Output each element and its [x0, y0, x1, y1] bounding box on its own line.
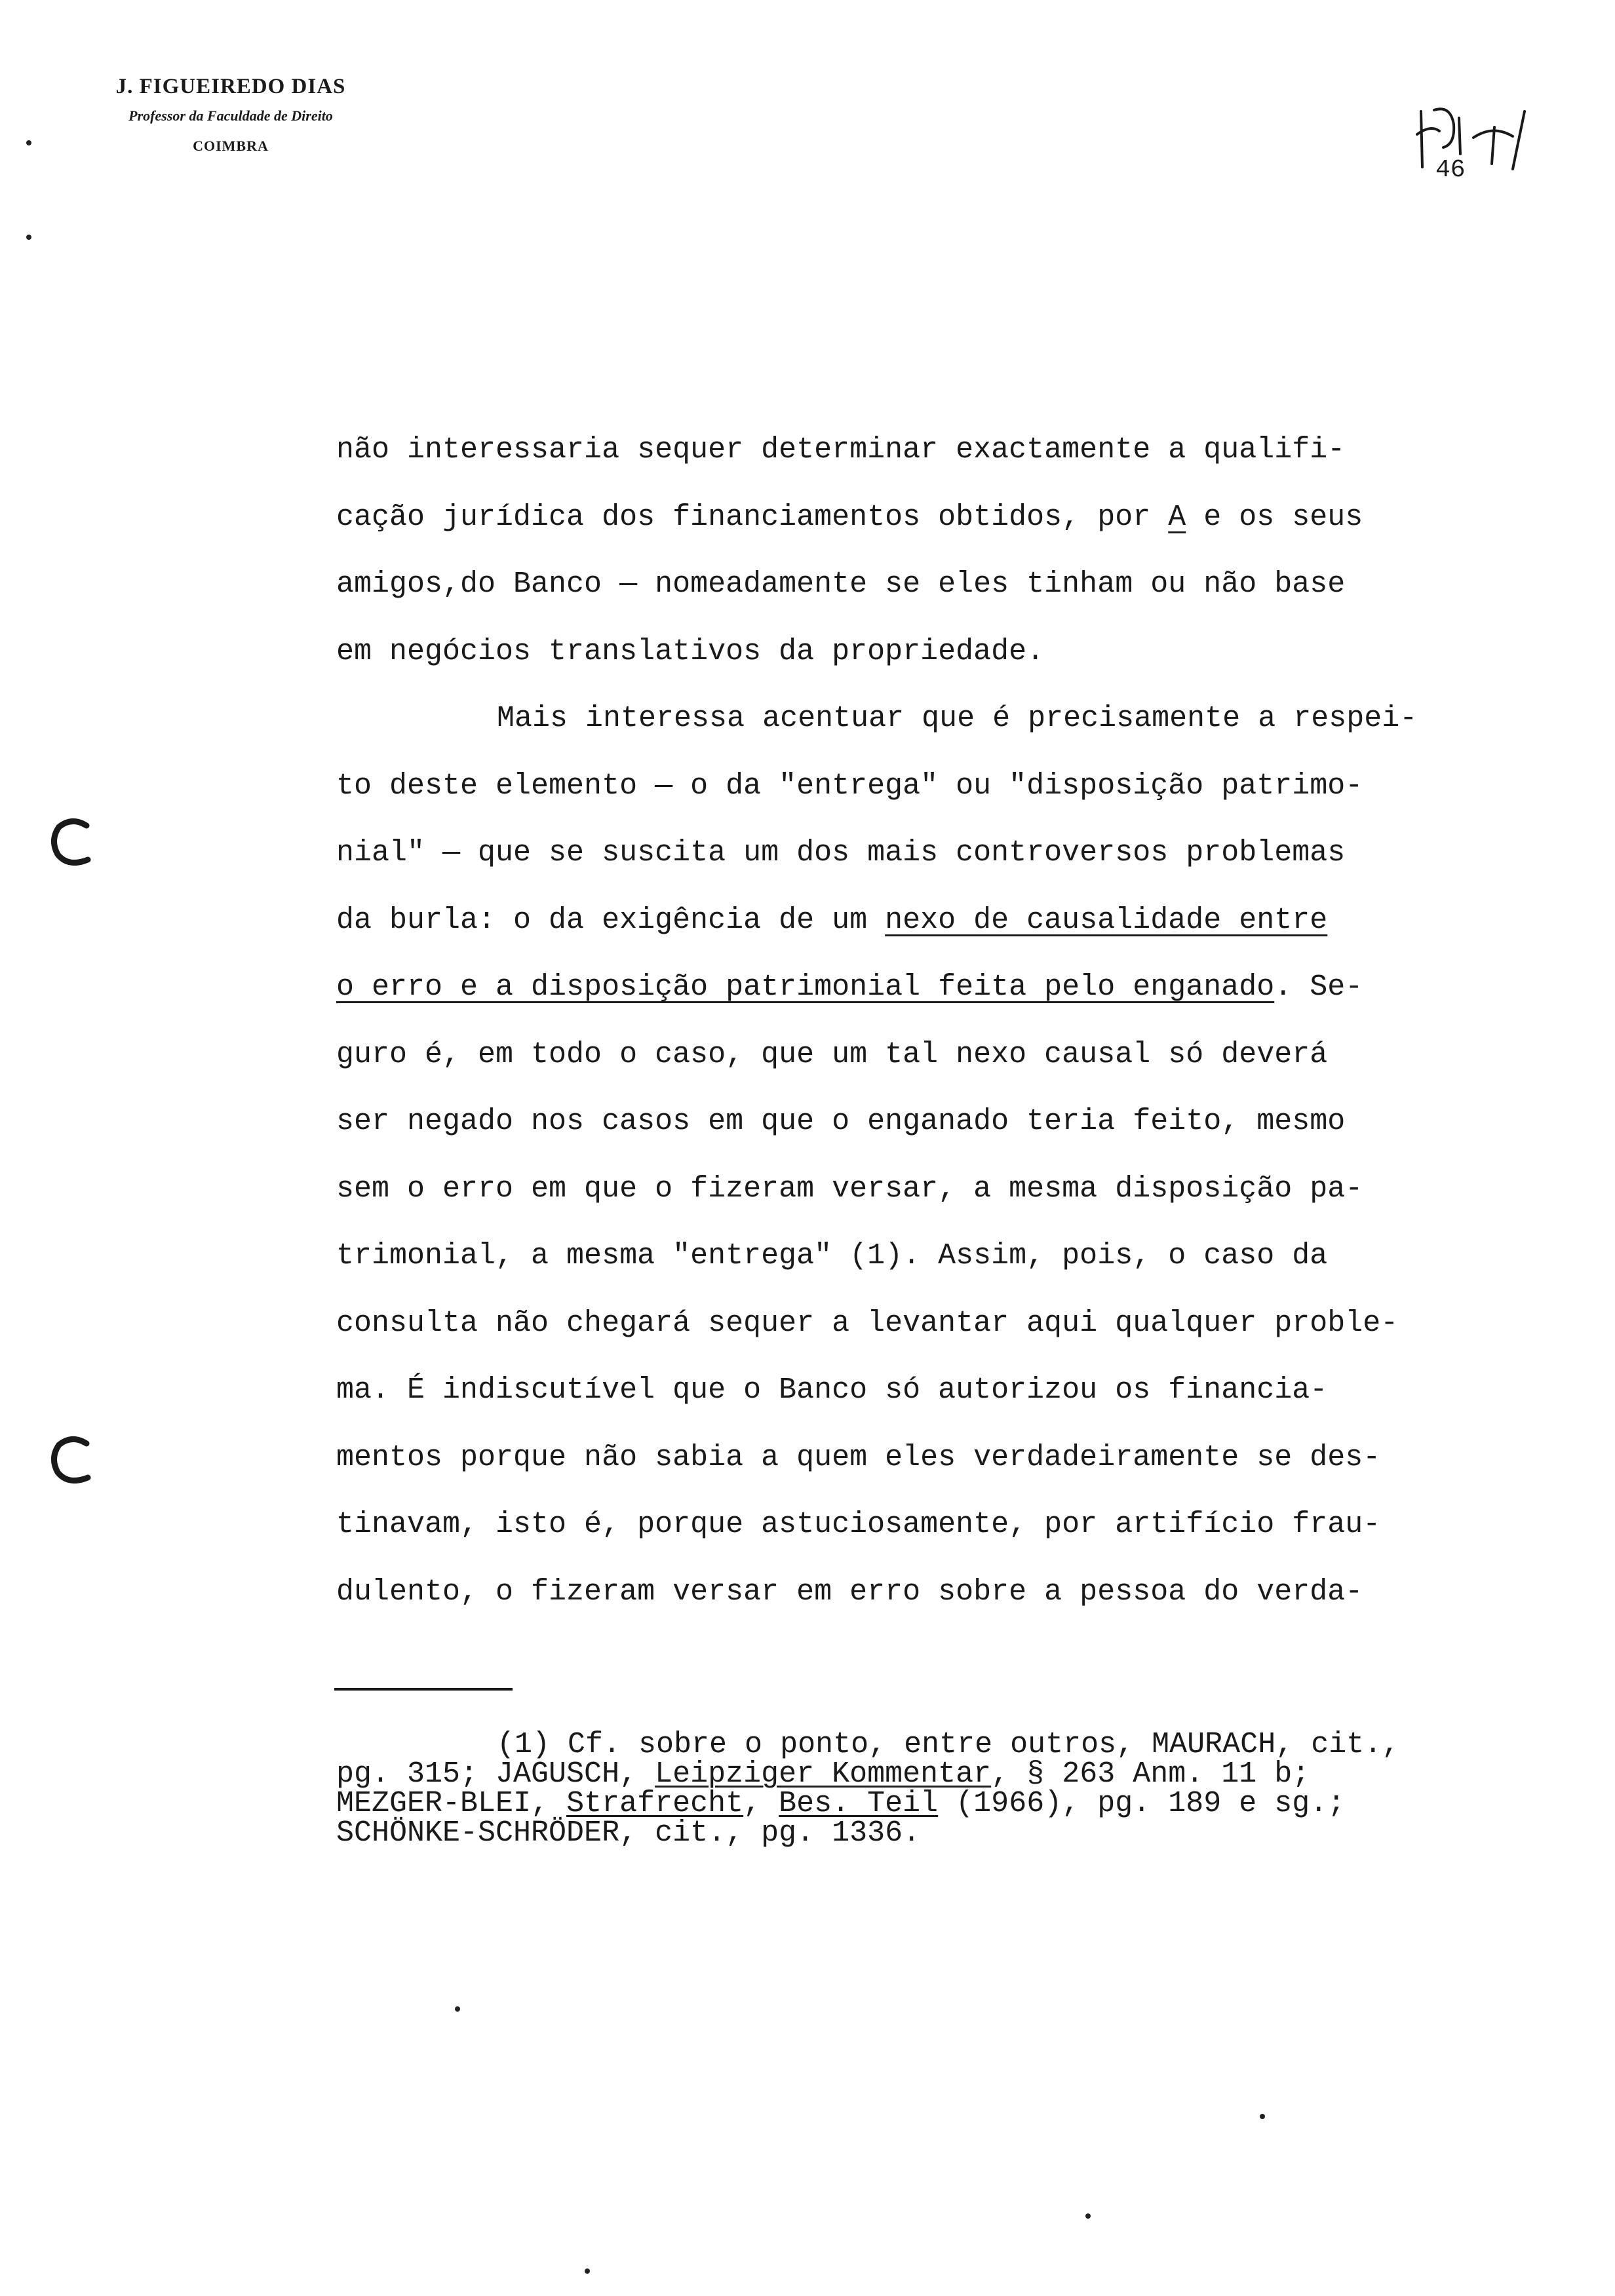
punch-hole-icon [46, 1432, 98, 1491]
scan-speck [1085, 2213, 1091, 2219]
author-city: COIMBRA [193, 138, 269, 154]
footnote-line: SCHÖNKE-SCHRÖDER, cit., pg. 1336. [336, 1816, 921, 1850]
footnote-divider [334, 1688, 513, 1691]
footnote-line: (1966), pg. 189 e sg.; [938, 1787, 1346, 1820]
scan-speck [26, 235, 31, 240]
paragraph-1 [336, 417, 1536, 685]
letterhead [60, 71, 401, 163]
footnote-line: , [743, 1787, 779, 1820]
body-text [336, 417, 1536, 1626]
scan-speck [26, 140, 31, 145]
underlined-text: A [1168, 500, 1186, 534]
footnote-line: (1) Cf. sobre o ponto, entre outros, MAURACH, cit., [497, 1728, 1400, 1761]
text-line: tinavam, isto é, porque astuciosamente, por artifício frau- [336, 1508, 1381, 1541]
text-line: Mais interessa acentuar que é precisamente a respei- [497, 702, 1418, 735]
footnote [336, 1730, 1542, 1848]
footnote-line: , § 263 Anm. 11 b; [991, 1757, 1310, 1791]
footnote-underlined: Strafrecht [566, 1787, 744, 1820]
page-number: 46 [1435, 156, 1466, 184]
footnote-line: pg. 315; JAGUSCH, [336, 1757, 655, 1791]
underlined-text: o erro e a disposição patrimonial feita pelo enganado [336, 970, 1275, 1004]
punch-hole-icon [46, 814, 98, 873]
text-line: consulta não chegará sequer a levantar aqui qualquer proble- [336, 1306, 1399, 1340]
handwritten-initials-icon [1414, 98, 1539, 170]
text-line: nial" — que se suscita um dos mais controversos problemas [336, 836, 1346, 870]
author-name: J. FIGUEIREDO DIAS [115, 75, 346, 98]
text-line: ma. É indiscutível que o Banco só autorizou os financia- [336, 1373, 1328, 1407]
underlined-text: nexo de causalidade entre [885, 903, 1328, 937]
text-line: trimonial, a mesma "entrega" (1). Assim, pois, o caso da [336, 1239, 1328, 1272]
text-line: em negócios translativos da propriedade. [336, 634, 1045, 668]
text-line: to deste elemento — o da "entrega" ou "disposição patrimo- [336, 769, 1363, 803]
text-line: dulento, o fizeram versar em erro sobre a pessoa do verda- [336, 1575, 1363, 1609]
author-title: Professor da Faculdade de Direito [128, 107, 333, 124]
text-line: ser negado nos casos em que o enganado teria feito, mesmo [336, 1105, 1346, 1138]
scan-speck [1260, 2114, 1265, 2119]
text-line: guro é, em todo o caso, que um tal nexo causal só deverá [336, 1037, 1328, 1071]
text-line: e os seus [1186, 500, 1363, 534]
footnote-line: MEZGER-BLEI, [336, 1787, 567, 1820]
text-line: da burla: o da exigência de um [336, 903, 885, 937]
text-line: não interessaria sequer determinar exactamente a qualifi- [336, 433, 1346, 467]
scan-speck [585, 2268, 590, 2274]
text-line: amigos,do Banco — nomeadamente se eles tinham ou não base [336, 567, 1346, 601]
text-line: cação jurídica dos financiamentos obtidos, por [336, 500, 1169, 534]
paragraph-2 [336, 685, 1536, 1626]
scan-speck [455, 2006, 460, 2012]
text-line: sem o erro em que o fizeram versar, a mesma disposição pa- [336, 1172, 1363, 1206]
footnote-underlined: Bes. Teil [779, 1787, 939, 1820]
footnote-underlined: Leipziger Kommentar [655, 1757, 992, 1791]
text-line: mentos porque não sabia a quem eles verdadeiramente se des- [336, 1440, 1381, 1474]
text-line: . Se- [1274, 970, 1363, 1004]
